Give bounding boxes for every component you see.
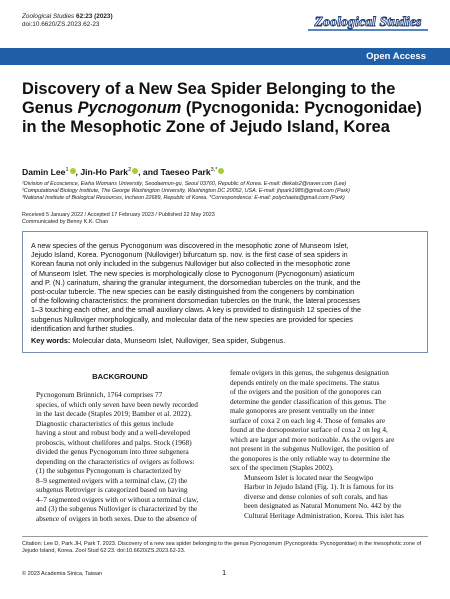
body-line: in the last decade (Staples 2019; Bamber et al. 2022).: [36, 409, 192, 418]
article-dates: [22, 212, 215, 226]
body-paragraph: [22, 390, 218, 523]
body-line: diverse and dense colonies of soft corals, and has: [244, 491, 388, 501]
body-line: 4–7 segmented ovigers with or without a terminal claw,: [36, 494, 199, 504]
copyright: © 2023 Academia Sinica, Taiwan: [22, 571, 103, 577]
body-line: absence of ovigers in both sexes. Due to the absence of: [36, 513, 198, 523]
body-line: 8–9 segmented ovigers with a terminal claw, (2) the: [36, 475, 188, 485]
affiliation: ²Computational Biology Institute, The George Washington University, Washington DC 20052, USA. E-mail: jhpark1985@gmail.com (Park): [22, 188, 350, 195]
journal-logo-text: Zoological Studies: [314, 15, 422, 30]
body-line: having a stout and robust body and a well-developed: [36, 428, 191, 437]
abstract-line: 1–3 touching each other, and the small auxiliary claws. A key is provided to distinguish 12 species of the: [31, 305, 362, 315]
title-part-1: Discovery of a New Sea Spider Belonging to the Genus: [22, 80, 396, 117]
body-line: species, of which only seven have been newly recorded: [36, 399, 198, 409]
section-heading-background: BACKGROUND: [92, 372, 148, 381]
body-line: Harbor in Jejudo Island (Fig. 1). It is famous for its: [244, 482, 394, 491]
author-name[interactable]: Jin-Ho Park: [80, 167, 129, 177]
abstract-line: and P. (N.) carinatum, sharing the granular integument, the dorsomedian tubercles on the trunk, and the: [31, 277, 361, 287]
article-title: [22, 80, 422, 137]
journal-info: [22, 13, 113, 29]
keywords-label: Key words:: [31, 336, 71, 345]
body-line: not present in the subgenus Nulloviger, the position of: [230, 444, 389, 453]
body-column-right: [230, 368, 428, 520]
body-line: Diagnostic characteristics of this genus include: [36, 418, 174, 428]
body-line: determine the gender classification of this genus. The: [230, 396, 386, 406]
authors-and: and: [142, 167, 159, 177]
page-number: 1: [222, 568, 227, 577]
body-paragraph: [230, 473, 428, 521]
body-line: Munseom Islet is located near the Seogwipo: [244, 472, 374, 482]
abstract-line: of Munseom Islet. The new species is morphologically close to Pycnogonum (Pycnogonum) asiaticum: [31, 268, 355, 278]
journal-logo: [308, 10, 428, 32]
body-line: which are larger and more noticeable. As the ovigers are: [230, 434, 395, 444]
affiliation: ³National Institute of Biological Resources, Incheon 22689, Republic of Korea. *Correspondence: E-mail: polychaeta@gmail.com (Park): [22, 195, 345, 202]
body-line: surface of coxa 2 on each leg 4. Those of females are: [230, 415, 386, 425]
footer-divider: [22, 536, 428, 537]
body-line: been designated as Natural Monument No. 442 by the: [244, 501, 402, 510]
title-genus: Pycnogonum: [77, 99, 182, 117]
journal-doi: doi:10.6620/ZS.2023.62-23: [22, 21, 100, 28]
affiliation: ¹Division of Ecoscience, Ewha Womans University, Seodaemun-gu, Seoul 03760, Republic of Korea. E-mail: dlekals2@naver.com (Lee): [22, 181, 347, 187]
author-affiliation-mark: 3,*: [210, 167, 218, 173]
abstract-line: post-ocular tubercle. The new species can be easily distinguished from the congeners by combination: [31, 287, 355, 297]
body-line: of the ovigers and the position of the gonopores can: [230, 387, 382, 396]
author-affiliation-mark: 2: [128, 167, 132, 173]
orcid-icon[interactable]: [218, 168, 224, 174]
abstract-line: Korean fauna not only included in the subgenus Nulloviger but also collected in the mesophotic zone: [31, 259, 351, 269]
body-line: male gonopores are present ventrally on the inner: [230, 406, 375, 415]
author-affiliation-mark: 1: [65, 167, 69, 173]
author-list: Damin Lee$^1$ , Jin-Ho Park$^2$ , and Taeseo Park$^{3,*}$: [22, 167, 224, 177]
abstract-line: Jejudo Island, Korea. Pycnogonum (Nulloviger) bifurcatum sp. nov. is the first case of sea spiders in: [31, 250, 348, 260]
body-line: depending on the characteristics of ovigers as follows:: [36, 456, 195, 466]
citation: Citation: Lee D, Park JH, Park T. 2023. Discovery of a new sea spider belonging to the genus Pycnogonum (Pycnogonida: Pycnogonidae) in the mesophotic zone of Jejudo Island, Korea. Zool Stud 62:23. doi:10.6620/ZS.2023.62-23.: [22, 541, 422, 555]
journal-logo-graphic: [308, 10, 428, 32]
body-paragraph: [230, 368, 428, 473]
body-column-left: [22, 372, 218, 523]
body-line: divided the genus Pycnogonum into three subgenera: [36, 447, 189, 456]
title-part-2: (Pycnogonida: Pycnogonidae) in the Mesophotic Zone of Jejudo Island, Korea: [22, 99, 422, 136]
body-line: Cultural Heritage Administration, Korea. This islet has: [244, 510, 404, 520]
body-line: proboscis, without chelifores and palps. Stock (1968): [36, 437, 192, 447]
communicated-by: Communicated by Benny K.K. Chan: [22, 219, 109, 226]
keywords-list: Molecular data, Munseom Islet, Nulloviger, Sea spider, Subgenus.: [72, 336, 286, 345]
affiliations: [22, 181, 432, 203]
body-line: depends entirely on the male specimens. The status: [230, 377, 380, 387]
body-line: subgenus Retroviger is categorized based on having: [36, 485, 188, 494]
abstract-box: [22, 231, 428, 353]
abstract-line: subgenus Nulloviger morphologically, and molecular data of the new species are provided for species: [31, 314, 353, 324]
abstract-line: identification and further studies.: [31, 323, 135, 333]
author-name[interactable]: Taeseo Park: [160, 167, 211, 177]
open-access-label[interactable]: Open Access: [366, 51, 426, 62]
orcid-icon[interactable]: [132, 168, 138, 174]
keywords: [31, 336, 285, 345]
abstract-line: of the following characteristics: the prominent dorsomedian tubercles on the trunk, the lateral processes: [31, 296, 360, 306]
body-line: and (3) the subgenus Nulloviger is characterized by the: [36, 504, 198, 513]
body-line: sex of the specimen (Staples 2002).: [230, 463, 334, 472]
body-line: Pycnogonum Brünnich, 1764 comprises 77: [36, 390, 163, 399]
body-line: female ovigers in this genus, the subgenus designation: [230, 368, 389, 377]
body-line: the gonopores is the only reliable way to determine the: [230, 453, 391, 463]
body-line: (1) the subgenus Pycnogonum is characterized by: [36, 466, 182, 475]
open-access-banner: [0, 48, 450, 65]
body-line: found at the dorsoposterior surface of coxa 2 on leg 4,: [230, 425, 388, 434]
author-name[interactable]: Damin Lee: [22, 167, 66, 177]
abstract-line: A new species of the genus Pycnogonum was discovered in the mesophotic zone of Munseom Islet,: [31, 241, 349, 250]
journal-volume: 62:23 (2023): [76, 13, 113, 20]
journal-name: Zoological Studies: [22, 13, 75, 20]
orcid-icon[interactable]: [70, 168, 76, 174]
received-accepted-published: Received 5 January 2022 / Accepted 17 February 2023 / Published 22 May 2023: [22, 212, 215, 218]
abstract-text: [31, 241, 421, 333]
